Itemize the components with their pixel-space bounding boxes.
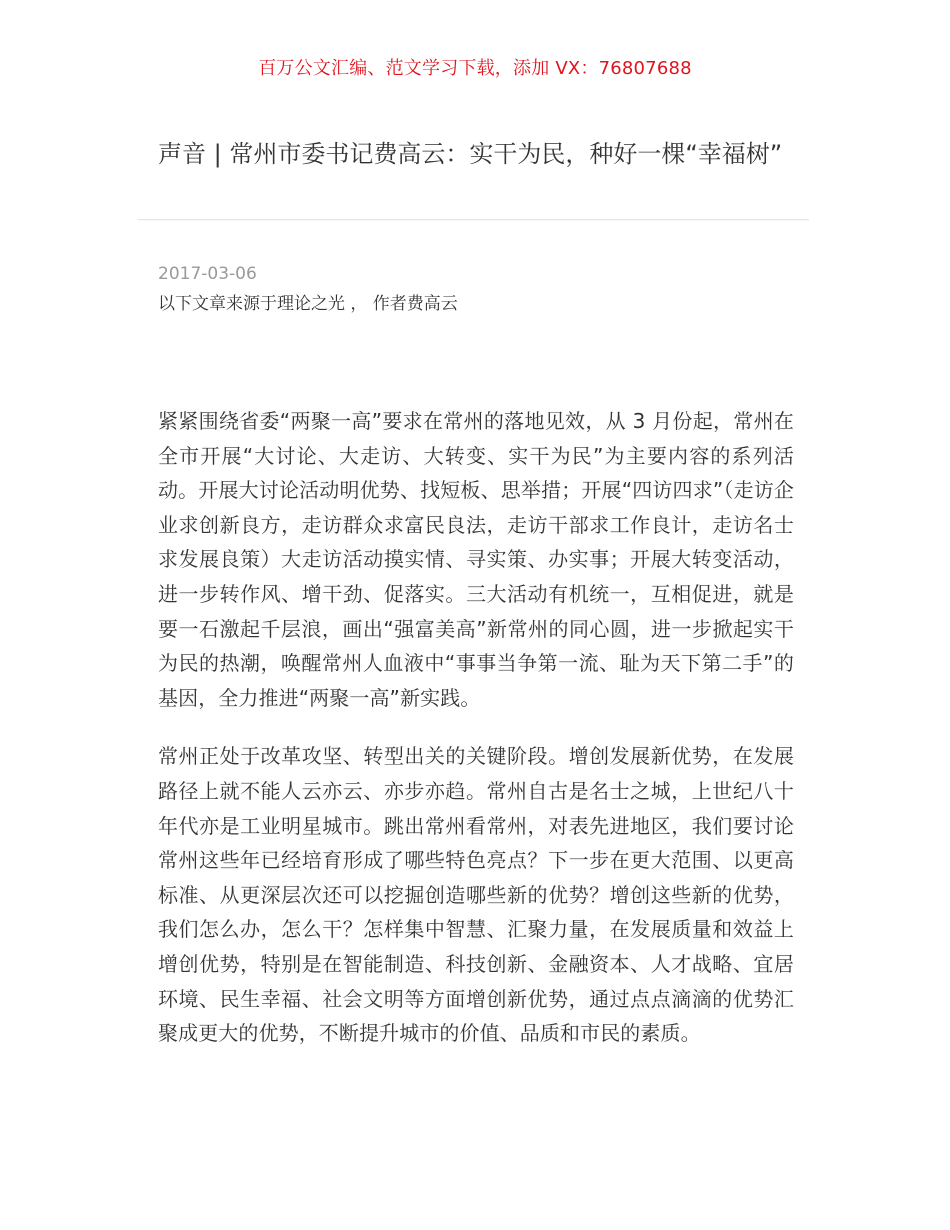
publish-date: 2017-03-06 xyxy=(158,264,257,284)
source-attribution: 以下文章来源于理论之光 ， 作者费高云 xyxy=(158,294,458,314)
paragraph: 紧紧围绕省委“两聚一高”要求在常州的落地见效，从 3 月份起，常州在全市开展“大讨论、大走访、大转变、实干为民”为主要内容的系列活动。开展大讨论活动明优势、找短板、思举措；开展“四访四求”（走访企业求创新良方，走访群众求富民良法，走访干部求工作良计，走访名士求发展良策）大走访活动摸实情、寻实策、办实事；开展大转变活动，进一步转作风、增干劲、促落实。三大活动有机统一，互相促进，就是要一石激起千层浪，画出“强富美高”新常州的同心圆，进一步掀起实干为民的热潮，唤醒常州人血液中“事事当争第一流、耻为天下第二手”的基因，全力推进“两聚一高”新实践。 xyxy=(158,409,794,710)
promo-banner: 百万公文汇编、范文学习下载，添加 VX：76807688 xyxy=(258,58,692,79)
paragraph: 常州正处于改革攻坚、转型出关的关键阶段。增创发展新优势，在发展路径上就不能人云亦云、亦步亦趋。常州自古是名士之城，上世纪八十年代亦是工业明星城市。跳出常州看常州，对表先进地区，我们要讨论常州这些年已经培育形成了哪些特色亮点？下一步在更大范围、以更高标准、从更深层次还可以挖掘创造哪些新的优势？增创这些新的优势，我们怎么办，怎么干？怎样集中智慧、汇聚力量，在发展质量和效益上增创优势，特别是在智能制造、科技创新、金融资本、人才战略、宜居环境、民生幸福、社会文明等方面增创新优势，通过点点滴滴的优势汇聚成更大的优势，不断提升城市的价值、品质和市民的素质。 xyxy=(158,744,794,1046)
article-title: 声音 | 常州市委书记费高云：实干为民，种好一棵“幸福树” xyxy=(158,140,783,168)
title-divider xyxy=(138,219,809,220)
article-body xyxy=(158,404,794,1075)
